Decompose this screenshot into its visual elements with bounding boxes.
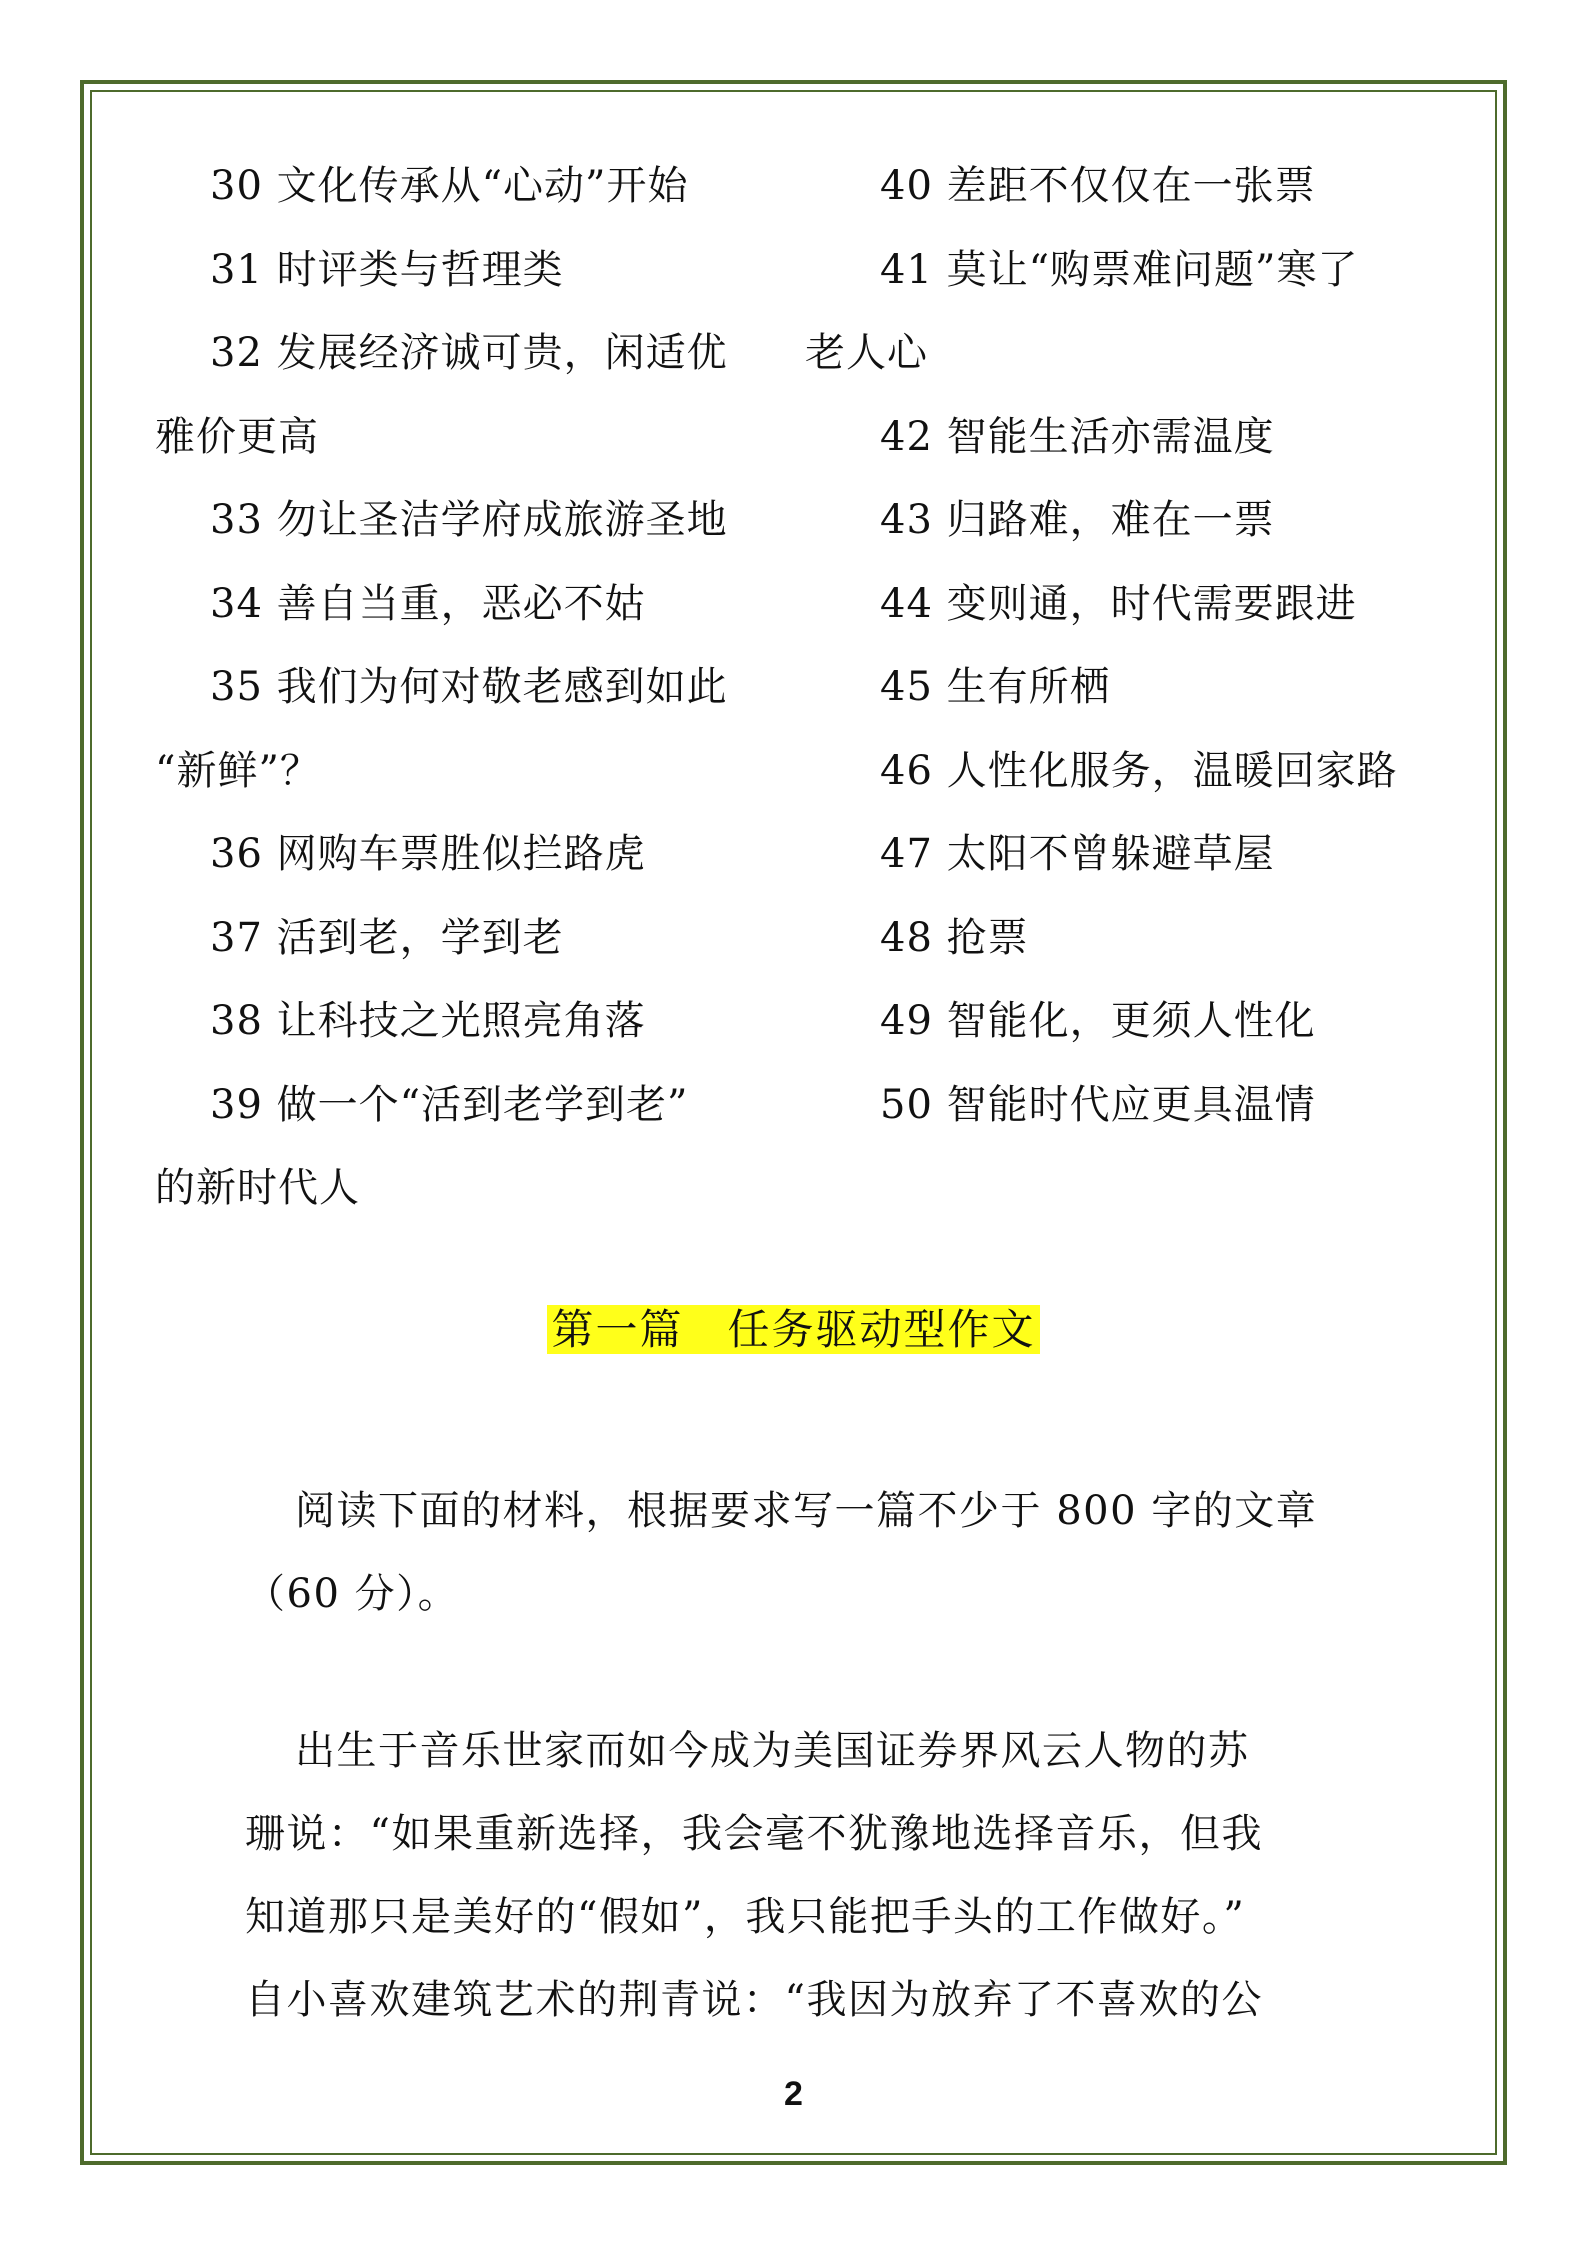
title-item-42 (825, 396, 1465, 480)
title-line: 40 差距不仅仅在一张票 (880, 163, 1316, 209)
title-item-40 (825, 145, 1465, 229)
title-item-37 (155, 897, 805, 981)
instruction-line: 阅读下面的材料，根据要求写一篇不少于 800 字的文章 (295, 1488, 1318, 1534)
material-line: 知道那只是美好的“假如”，我只能把手头的工作做好。” (245, 1894, 1246, 1940)
title-item-32-cont (155, 396, 805, 480)
title-line: 44 变则通，时代需要跟进 (880, 580, 1357, 627)
material-line: 珊说：“如果重新选择，我会毫不犹豫地选择音乐，但我 (245, 1811, 1263, 1857)
title-line: 48 抢票 (880, 914, 1029, 961)
title-line: 32 发展经济诚可贵，闲适优 (210, 330, 728, 376)
title-line: 35 我们为何对敬老感到如此 (210, 664, 728, 710)
title-line: 36 网购车票胜似拦路虎 (210, 831, 646, 877)
title-line: 46 人性化服务，温暖回家路 (880, 747, 1398, 794)
title-item-33 (155, 479, 805, 563)
title-line: 42 智能生活亦需温度 (880, 413, 1275, 460)
title-line: 38 让科技之光照亮角落 (210, 998, 646, 1044)
title-line: 37 活到老，学到老 (210, 914, 564, 961)
title-item-49 (825, 980, 1465, 1064)
title-item-38 (155, 980, 805, 1064)
title-line: 39 做一个“活到老学到老” (210, 1081, 689, 1128)
title-line: 雅价更高 (155, 413, 319, 460)
title-item-50 (825, 1064, 1465, 1148)
material-line: 自小喜欢建筑艺术的荆青说：“我因为放弃了不喜欢的公 (245, 1977, 1263, 2023)
title-line: 31 时评类与哲理类 (210, 246, 564, 293)
title-line: 30 文化传承从“心动”开始 (210, 163, 689, 209)
title-item-41 (825, 229, 1465, 313)
title-item-47 (825, 813, 1465, 897)
title-item-48 (825, 897, 1465, 981)
title-item-46 (825, 730, 1465, 814)
material-paragraph (245, 1710, 1365, 2042)
title-line: 41 莫让“购票难问题”寒了 (880, 246, 1359, 293)
title-line: 50 智能时代应更具温情 (880, 1081, 1316, 1128)
title-line: 47 太阳不曾躲避草屋 (880, 831, 1275, 877)
title-list-right (805, 145, 1465, 1147)
section-heading-text: 第一篇 任务驱动型作文 (547, 1305, 1039, 1354)
title-line: 45 生有所栖 (880, 664, 1111, 710)
title-item-30 (155, 145, 805, 229)
title-line: “新鲜”？ (155, 747, 321, 794)
title-item-41-cont (805, 312, 1465, 396)
title-line: 43 归路难，难在一票 (880, 497, 1275, 543)
title-line: 的新时代人 (155, 1165, 360, 1211)
section-heading (0, 1295, 1587, 1365)
title-line: 49 智能化，更须人性化 (880, 998, 1316, 1044)
title-item-43 (825, 479, 1465, 563)
title-item-39-cont (155, 1147, 805, 1231)
title-line: 33 勿让圣洁学府成旅游圣地 (210, 497, 728, 543)
title-list-left (155, 145, 805, 1231)
title-item-35 (155, 646, 805, 730)
title-item-39 (155, 1064, 805, 1148)
title-item-44 (825, 563, 1465, 647)
title-item-35-cont (155, 730, 805, 814)
title-item-36 (155, 813, 805, 897)
instruction-paragraph (245, 1470, 1365, 1636)
material-line: 出生于音乐世家而如今成为美国证券界风云人物的苏 (295, 1728, 1250, 1774)
title-item-45 (825, 646, 1465, 730)
title-item-34 (155, 563, 805, 647)
instruction-line: （60 分）。 (245, 1571, 460, 1617)
title-item-32 (155, 312, 805, 396)
title-item-31 (155, 229, 805, 313)
title-line: 34 善自当重，恶必不姑 (210, 580, 646, 627)
page-number: 2 (784, 2075, 803, 2113)
title-line: 老人心 (805, 330, 928, 376)
